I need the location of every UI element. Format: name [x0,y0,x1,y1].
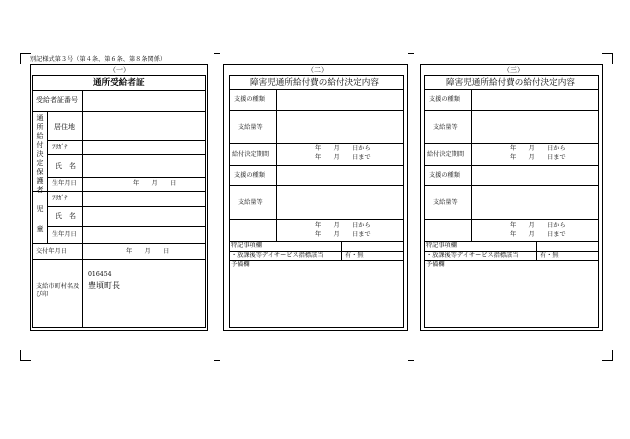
recipient-number-label: 受給者証番号 [36,96,78,104]
p2-period-to-2: 年 月 日まで [315,231,371,238]
panel-3-number: （三） [503,66,524,74]
crop-mark-bottom-left [20,350,31,361]
crop-mark-mid-top-right [408,53,414,64]
p2-amount-label-2: 支給量等 [238,199,263,206]
rule [32,111,206,112]
panel-3-title: 障害児通所給付費の給付決定内容 [446,78,575,88]
rule [32,191,206,192]
child-group-label [35,204,45,234]
rule [47,206,206,207]
rule [32,259,206,260]
child-name-label: 氏 名 [55,212,76,220]
char: 所 [36,123,44,131]
rule [32,243,206,244]
char: 童 [36,225,44,233]
rule [82,111,83,191]
furigana-label: ﾌﾘｶﾞﾅ [52,144,68,151]
p2-yes-no: 有・無 [345,252,364,259]
p2-reserve-label: 予備欄 [231,261,250,268]
char: 給 [36,132,44,140]
char: 通 [36,114,44,122]
p3-period-to: 年 月 日まで [510,154,566,161]
p3-service-type-label: 支援の種類 [429,96,460,103]
issue-date-label: 交付年月日 [36,248,67,255]
rule [47,111,48,191]
issue-date-value: 年 月 日 [126,248,170,255]
panel-1-number: （一） [109,66,130,74]
rule [47,226,206,227]
address-label: 居住地 [54,123,75,131]
p3-service-type-label-2: 支援の種類 [429,172,460,179]
form-reference-note: 別記様式第３号（第４条、第６条、第８条関係） [30,56,167,63]
rule [229,219,404,220]
crop-mark-mid-bottom-right [408,350,414,361]
p2-period-label: 給付決定期間 [232,151,270,158]
rule [229,110,404,111]
municipality-code: 016454 [88,271,112,278]
p3-amount-label: 支給量等 [433,124,458,131]
crop-mark-mid-bottom-left [214,350,220,361]
p2-service-type-label-2: 支援の種類 [234,172,265,179]
rule [47,154,206,155]
municipality-label: 支給市町村名及び印 [36,283,80,298]
rule [424,185,599,186]
rule [229,165,404,166]
rule [82,90,83,111]
rule [82,191,83,243]
p3-period-to-2: 年 月 日まで [510,231,566,238]
panel-2-number: （二） [307,66,328,74]
p2-service-type-label: 支援の種類 [234,96,265,103]
rule [229,260,404,261]
p3-period-label: 給付決定期間 [427,151,465,158]
rule [229,143,404,144]
p3-period-from-2: 年 月 日から [510,222,566,229]
char: 児 [36,205,44,213]
p3-amount-label-2: 支給量等 [433,199,458,206]
p3-after-school-label: ・放課後等デイサービス指標該当 [426,252,519,259]
p2-period-from-2: 年 月 日から [315,222,371,229]
rule [229,89,404,90]
char: 者 [36,186,44,194]
rule [32,90,206,91]
rule [229,185,404,186]
rule [424,89,599,90]
rule [424,260,599,261]
p2-special-notes-label: 特記事項欄 [231,242,262,249]
crop-mark-bottom-right [602,350,613,361]
p3-period-from: 年 月 日から [510,145,566,152]
rule [82,243,83,259]
rule [424,143,599,144]
char [35,214,45,224]
child-birth-label: 生年月日 [52,231,77,238]
rule [424,219,599,220]
rule [82,259,83,328]
char: 決 [36,150,44,158]
rule [424,165,599,166]
guardian-name-label: 氏 名 [55,162,76,170]
char: 付 [36,141,44,149]
p2-after-school-label: ・放課後等デイサービス指標該当 [231,252,324,259]
crop-mark-mid-top-left [214,53,220,64]
crop-mark-top-right [602,53,613,64]
p3-special-notes-label: 特記事項欄 [426,242,457,249]
rule [47,177,206,178]
rule [424,110,599,111]
char: 護 [36,177,44,185]
p3-yes-no: 有・無 [540,252,559,259]
guardian-birth-label: 生年月日 [52,180,77,187]
panel-2-title: 障害児通所給付費の給付決定内容 [250,78,379,88]
child-furigana-label: ﾌﾘｶﾞﾅ [52,195,68,202]
p2-amount-label: 支給量等 [238,124,263,131]
char: 保 [36,168,44,176]
p2-period-from: 年 月 日から [315,145,371,152]
p2-period-to: 年 月 日まで [315,154,371,161]
char: 定 [36,159,44,167]
municipality-name: 豊頃町長 [88,281,120,290]
guardian-group-label [35,114,45,195]
rule [47,140,206,141]
panel-1-title: 通所受給者証 [93,78,145,88]
p3-reserve-label: 予備欄 [426,261,445,268]
guardian-birth-value: 年 月 日 [133,180,177,187]
rule [47,191,48,243]
